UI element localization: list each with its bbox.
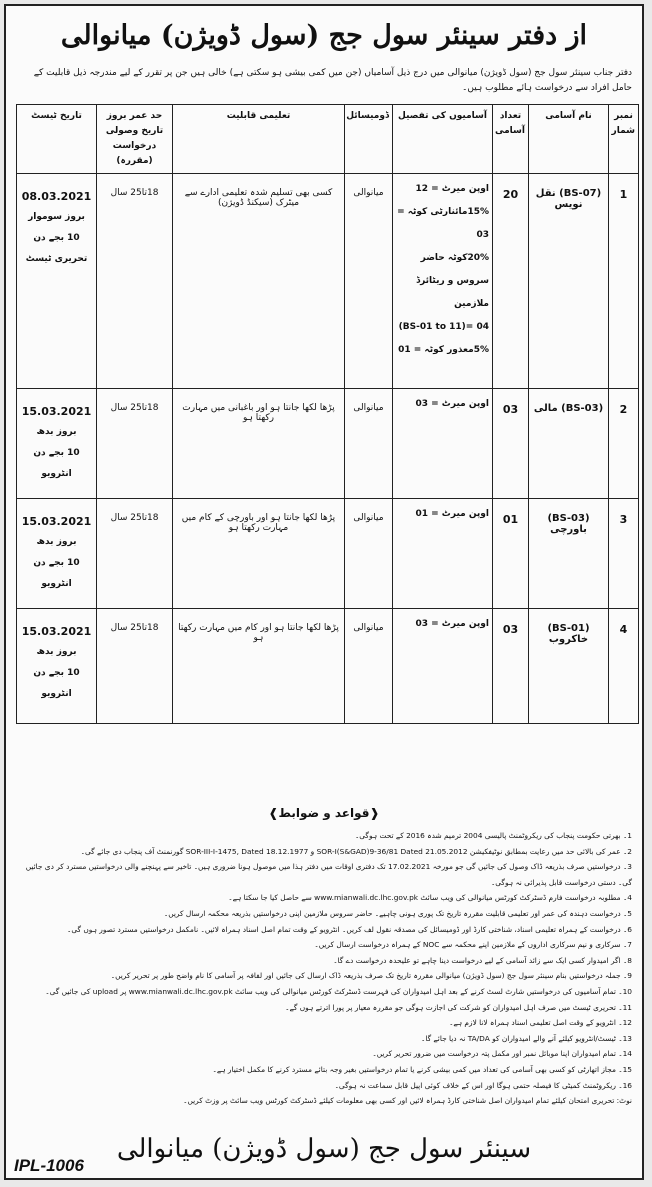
- cell-sr: 1: [609, 174, 639, 389]
- test-day: بروز بدھ: [36, 427, 77, 437]
- signature-line: سینئر سول جج (سول ڈویژن) میانوالی: [116, 1134, 532, 1164]
- cell-distribution: [393, 174, 493, 389]
- table-row: [17, 609, 639, 724]
- cell-qualification: پڑھا لکھا جانتا ہو اور باورچی کے کام میں مہارت رکھتا ہو: [173, 499, 345, 609]
- cell-count: 03: [493, 609, 529, 724]
- cell-sr: 2: [609, 389, 639, 499]
- cell-age: 18تا25 سال: [97, 389, 173, 499]
- quota-line: 5%معذور کوٹہ = 01: [398, 345, 489, 355]
- cell-test-date: [17, 609, 97, 724]
- test-type: انٹرویو: [41, 689, 72, 699]
- rule-item: 8۔ اگر امیدوار کسی ایک سے زائد آسامی کے لیے درخواست دینا چاہے تو علیحدہ درخواست دے گا۔: [333, 955, 632, 965]
- cell-age: 18تا25 سال: [97, 499, 173, 609]
- rule-item: 5۔ درخواست دہندہ کی عمر اور تعلیمی قابلیت مقررہ تاریخ تک پوری ہونی چاہیے۔ حاضر سروس ملازمین اپنی درخواستیں بذریعہ محکمہ ارسال کریں۔: [163, 908, 632, 918]
- rule-item: 1۔ بھرتی حکومت پنجاب کی ریکروٹمنٹ پالیسی 2004 ترمیم شدہ 2016 کے تحت ہوگی۔: [354, 831, 632, 840]
- rule-item: 9۔ جملہ درخواستیں بنام سینئر سول جج (سول ڈویژن) میانوالی مقررہ تاریخ تک صرف بذریعہ ڈاک ارسال کی جائیں اور لفافہ پر آسامی کا نام واضح طور پر تحریر کریں۔: [110, 971, 632, 981]
- cell-sr: 3: [609, 499, 639, 609]
- page-title: از دفتر سینئر سول جج (سول ڈویژن) میانوالی: [60, 20, 588, 51]
- rule-item: 3۔ درخواستیں صرف بذریعہ ڈاک وصول کی جائیں گی جو مورخہ 17.02.2021 تک دفتری اوقات میں دفتر ہذا میں موصول ہونا ضروری ہیں۔ تاخیر سے پہنچنے والی درخواستیں مسترد کر دی جائیں گی۔ دستی درخواست قابل پذیرائی نہ ہوگی۔: [25, 862, 632, 887]
- header-domicile: ڈومیسائل: [345, 105, 393, 174]
- test-day: بروز سوموار: [28, 212, 85, 222]
- cell-domicile: میانوالی: [345, 389, 393, 499]
- test-time: 10 بجے دن: [33, 448, 80, 458]
- cell-qualification: کسی بھی تسلیم شدہ تعلیمی ادارے سے میٹرک (سیکنڈ ڈویژن): [173, 174, 345, 389]
- cell-post: (BS-07) نقل نویس: [529, 174, 609, 389]
- quota-line: اوپن میرٹ = 12: [415, 184, 489, 194]
- test-time: 10 بجے دن: [33, 233, 80, 243]
- rule-item: 7۔ سرکاری و نیم سرکاری اداروں کے ملازمین اپنے محکمہ سے NOC کے ہمراہ درخواست ارسال کریں۔: [314, 940, 632, 950]
- cell-distribution: [393, 389, 493, 499]
- rule-item: 4۔ مطلوبہ درخواست فارم ڈسٹرکٹ کورٹس میانوالی کی ویب سائٹ www.mianwali.dc.lhc.gov.pk سے حاصل کیا جا سکتا ہے۔: [228, 893, 632, 903]
- header-date: تاریخ ٹیسٹ: [17, 105, 97, 174]
- table-header-row: [17, 105, 639, 174]
- rules-heading: ❰قواعد و ضوابط❱: [268, 806, 380, 820]
- cell-sr: 4: [609, 609, 639, 724]
- cell-test-date: [17, 174, 97, 389]
- header-count: تعداد آسامی: [493, 105, 529, 174]
- rules-list: [16, 828, 632, 1109]
- header-sr: نمبر شمار: [609, 105, 639, 174]
- cell-age: 18تا25 سال: [97, 609, 173, 724]
- rule-item: 2۔ عمر کی بالائی حد میں رعایت بمطابق نوٹیفکیشن SOR-I(S&GAD)9-36/81 Dated 21.05.2012 و SOR-III-I-1475, Dated 18.12.1977 گورنمنٹ آف پنجاب دی جائے گی۔: [80, 846, 632, 856]
- cell-test-date: [17, 499, 97, 609]
- header-age: حد عمر بروز تاریخ وصولی درخواست (مقررہ): [97, 105, 173, 174]
- test-day: بروز بدھ: [36, 537, 77, 547]
- rule-item: 14۔ تمام امیدواران اپنا موبائل نمبر اور مکمل پتہ درخواست میں ضرور تحریر کریں۔: [372, 1049, 632, 1059]
- rule-item: 11۔ تحریری ٹیسٹ میں صرف اہل امیدواران کو شرکت کی اجازت ہوگی جو مقررہ معیار پر پورا اترتے ہوں گے۔: [285, 1002, 632, 1012]
- intro-text: دفتر جناب سینئر سول جج (سول ڈویژن) میانوالی میں درج ذیل آسامیاں (جن میں کمی بیشی ہو سکتی ہے) خالی ہیں جن پر تقرر کے لیے مندرجہ ذیل قابلیت کے حامل افراد سے درخواست ہائے مطلوب ہیں۔: [33, 68, 632, 93]
- rule-item: 10۔ تمام آسامیوں کی درخواستیں شارٹ لسٹ کرنے کے بعد اہل امیدواران کی فہرست ڈسٹرکٹ کورٹس میانوالی کی ویب سائٹ www.mianwali.dc.lhc.gov.pk پر upload کی جائیں گی۔: [45, 986, 632, 996]
- test-date: 15.03.2021: [21, 515, 92, 528]
- vacancy-table: [16, 104, 639, 724]
- cell-count: 03: [493, 389, 529, 499]
- rule-item: 16۔ ریکروٹمنٹ کمیٹی کا فیصلہ حتمی ہوگا اور اس کے خلاف کوئی اپیل قابل سماعت نہ ہوگی۔: [334, 1080, 632, 1090]
- rule-item: 15۔ مجاز اتھارٹی کو کسی بھی آسامی کی تعداد میں کمی بیشی کرنے یا تمام درخواستیں بغیر وجہ بتائے مسترد کرنے کا مکمل اختیار ہے۔: [212, 1064, 632, 1074]
- test-type: تحریری ٹیسٹ: [25, 254, 88, 264]
- cell-count: 20: [493, 174, 529, 389]
- test-date: 15.03.2021: [21, 625, 92, 638]
- cell-age: 18تا25 سال: [97, 174, 173, 389]
- advertisement-page: [4, 4, 644, 1180]
- cell-domicile: میانوالی: [345, 609, 393, 724]
- cell-domicile: میانوالی: [345, 499, 393, 609]
- quota-line: اوپن میرٹ = 01: [415, 509, 489, 519]
- cell-qualification: پڑھا لکھا جانتا ہو اور کام میں مہارت رکھتا ہو: [173, 609, 345, 724]
- cell-post: (BS-01) خاکروب: [529, 609, 609, 724]
- cell-distribution: [393, 499, 493, 609]
- header-distribution: آسامیوں کی تفصیل: [393, 105, 493, 174]
- header-post: نام آسامی: [529, 105, 609, 174]
- test-date: 15.03.2021: [21, 405, 92, 418]
- cell-test-date: [17, 389, 97, 499]
- rule-item: نوٹ: تحریری امتحان کیلئے تمام امیدواران اصل شناختی کارڈ ہمراہ لائیں اور کسی بھی معلومات کیلئے ڈسٹرکٹ کورٹس ویب سائٹ پر وزٹ کریں۔: [183, 1096, 632, 1106]
- rule-item: 13۔ ٹیسٹ/انٹرویو کیلئے آنے والے امیدواران کو TA/DA نہ دیا جائے گا۔: [420, 1033, 632, 1043]
- test-date: 08.03.2021: [21, 190, 92, 203]
- table-row: [17, 174, 639, 389]
- quota-line: اوپن میرٹ = 03: [415, 399, 489, 409]
- cell-count: 01: [493, 499, 529, 609]
- quota-line: 15%مائنارٹی کوٹہ = 03: [397, 207, 489, 240]
- table-row: [17, 389, 639, 499]
- test-time: 10 بجے دن: [33, 668, 80, 678]
- cell-qualification: پڑھا لکھا جانتا ہو اور باغبانی میں مہارت رکھتا ہو: [173, 389, 345, 499]
- quota-line: 04 =(BS-01 to 11): [398, 322, 489, 332]
- quota-line: اوپن میرٹ = 03: [415, 619, 489, 629]
- cell-distribution: [393, 609, 493, 724]
- test-time: 10 بجے دن: [33, 558, 80, 568]
- cell-post: (BS-03) باورچی: [529, 499, 609, 609]
- header-qualification: تعلیمی قابلیت: [173, 105, 345, 174]
- cell-domicile: میانوالی: [345, 174, 393, 389]
- cell-post: (BS-03) مالی: [529, 389, 609, 499]
- rule-item: 12۔ انٹرویو کے وقت اصل تعلیمی اسناد ہمراہ لانا لازم ہے۔: [449, 1018, 632, 1028]
- ad-code: IPL-1006: [14, 1156, 84, 1175]
- test-day: بروز بدھ: [36, 647, 77, 657]
- quota-line: 20%کوٹہ حاضر سروس و ریٹائرڈ ملازمین: [416, 253, 489, 309]
- test-type: انٹرویو: [41, 469, 72, 479]
- test-type: انٹرویو: [41, 579, 72, 589]
- table-row: [17, 499, 639, 609]
- rule-item: 6۔ درخواست کے ہمراہ تعلیمی اسناد، شناختی کارڈ اور ڈومیسائل کی مصدقہ نقول لف کریں۔ انٹرویو کے وقت تمام اصل اسناد ہمراہ لائیں۔ نامکمل درخواستیں مسترد تصور ہوں گی۔: [67, 924, 632, 934]
